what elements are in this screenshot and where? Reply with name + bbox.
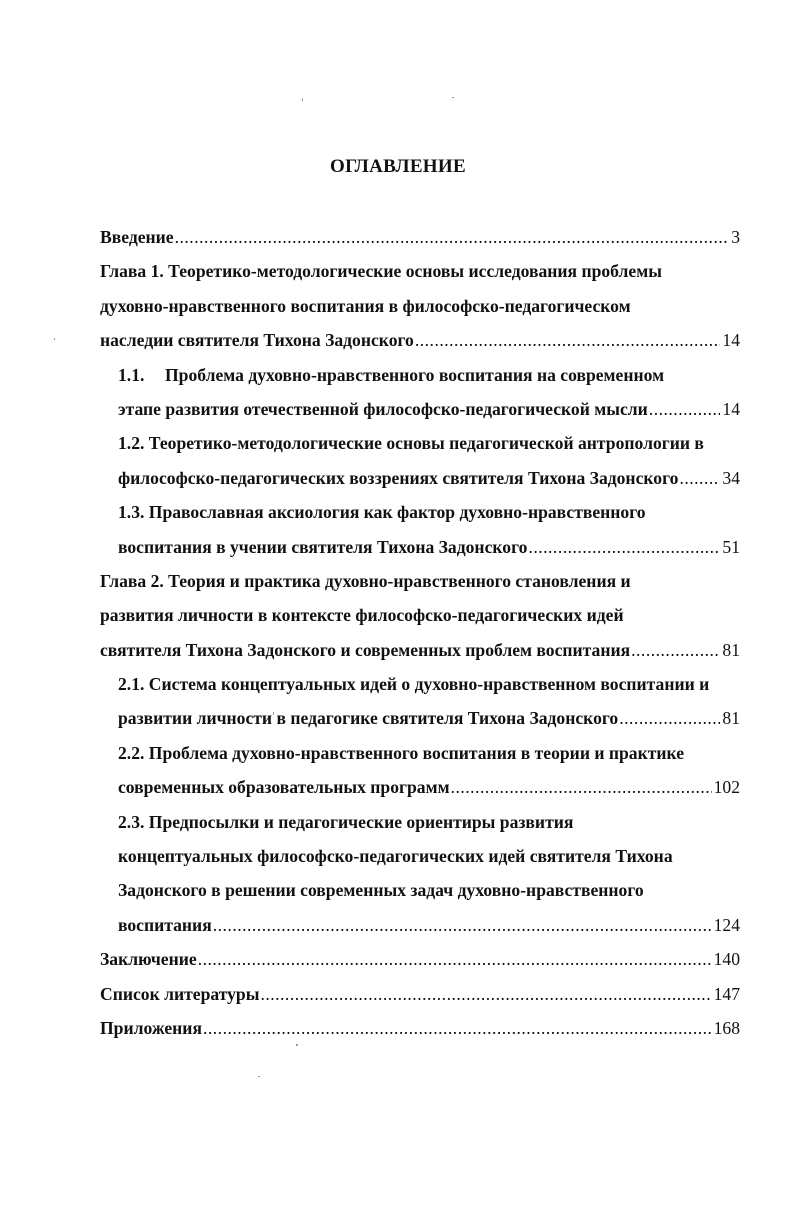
toc-page-number: 14 <box>722 398 740 419</box>
table-of-contents <box>100 224 740 1049</box>
toc-entry-text: Приложения <box>100 1017 202 1038</box>
page-title: ОГЛАВЛЕНИЕ <box>330 156 466 177</box>
toc-line: 1.2. Теоретико-методологические основы педагогической антропологии в <box>118 433 704 454</box>
toc-entry-conclusion[interactable] <box>100 946 740 980</box>
toc-entry-text: философско-педагогических воззрениях святителя Тихона Задонского <box>118 467 679 488</box>
toc-leader-dots <box>451 774 712 800</box>
toc-entry-text: этапе развития отечественной философско-педагогической мысли <box>118 398 648 419</box>
toc-line <box>100 637 740 671</box>
toc-page-number: 3 <box>731 227 740 247</box>
toc-page-number: 81 <box>722 708 740 729</box>
toc-leader-dots <box>679 465 720 491</box>
toc-entry-text: наследии святителя Тихона Задонского <box>100 330 414 351</box>
toc-entry-section-2-3[interactable] <box>100 809 740 947</box>
toc-page-number: 168 <box>713 1017 740 1038</box>
toc-entry-appendices[interactable] <box>100 1015 740 1049</box>
toc-line: Глава 1. Теоретико-методологические основы исследования проблемы <box>100 261 662 282</box>
toc-entry-text: святителя Тихона Задонского и современных проблем воспитания <box>100 639 631 660</box>
toc-line <box>100 1015 740 1049</box>
toc-line <box>100 912 740 946</box>
toc-entry-section-1-2[interactable] <box>100 430 740 499</box>
toc-line <box>100 465 740 499</box>
toc-entry-chapter-1[interactable] <box>100 258 740 361</box>
toc-entry-section-1-1[interactable] <box>100 362 740 431</box>
toc-entry-text: воспитания в учении святителя Тихона Задонского <box>118 536 528 557</box>
toc-line <box>100 327 740 361</box>
toc-leader-dots <box>528 534 720 560</box>
toc-line <box>100 774 740 808</box>
toc-leader-dots <box>415 327 721 353</box>
toc-page-number: 147 <box>713 983 740 1004</box>
toc-entry-text: воспитания <box>118 914 212 935</box>
toc-page-number: 102 <box>713 777 740 798</box>
toc-line: 2.1. Система концептуальных идей о духовно-нравственном воспитании и <box>118 674 710 695</box>
toc-line: Задонского в решении современных задач духовно-нравственного <box>118 880 644 901</box>
toc-leader-dots <box>203 1015 712 1041</box>
toc-line: духовно-нравственного воспитания в философско-педагогическом <box>100 295 631 316</box>
toc-line: 2.2. Проблема духовно-нравственного воспитания в теории и практике <box>118 742 685 763</box>
scan-speck <box>452 97 454 98</box>
toc-leader-dots <box>198 946 712 972</box>
toc-leader-dots <box>649 396 721 422</box>
toc-line <box>100 946 740 980</box>
toc-page-number: 14 <box>722 330 740 351</box>
toc-line <box>100 396 740 430</box>
toc-leader-dots <box>175 224 730 250</box>
toc-entry-section-2-1[interactable] <box>100 671 740 740</box>
toc-line <box>100 224 740 258</box>
toc-entry-text: современных образовательных программ <box>118 777 450 798</box>
toc-entry-text: Заключение <box>100 949 197 970</box>
toc-page-number: 140 <box>713 949 740 970</box>
toc-line <box>100 362 740 396</box>
scan-speck <box>54 338 55 340</box>
toc-entry-text: Проблема духовно-нравственного воспитания на современном <box>165 364 665 385</box>
toc-entry-section-1-3[interactable] <box>100 499 740 568</box>
toc-page-number: 34 <box>722 467 740 488</box>
toc-entry-text: развитии личности в педагогике святителя Тихона Задонского <box>118 708 619 729</box>
toc-line: 2.3. Предпосылки и педагогические ориентиры развития <box>118 811 574 832</box>
toc-page-number: 51 <box>722 536 740 557</box>
toc-line <box>100 981 740 1015</box>
toc-line: концептуальных философско-педагогических идей святителя Тихона <box>118 846 673 867</box>
toc-page-number: 124 <box>713 914 740 935</box>
toc-line: развития личности в контексте философско-педагогических идей <box>100 605 624 626</box>
toc-leader-dots <box>213 912 712 938</box>
toc-leader-dots <box>631 637 720 663</box>
toc-entry-text: Список литературы <box>100 983 260 1004</box>
toc-entry-section-2-2[interactable] <box>100 740 740 809</box>
toc-entry-text: Введение <box>100 227 174 247</box>
toc-entry-introduction[interactable] <box>100 224 740 258</box>
toc-entry-bibliography[interactable] <box>100 981 740 1015</box>
toc-line <box>100 705 740 739</box>
toc-page-number: 81 <box>722 639 740 660</box>
toc-section-number: 1.1. <box>118 364 145 385</box>
toc-line: 1.3. Православная аксиология как фактор духовно-нравственного <box>118 502 646 523</box>
toc-line: Глава 2. Теория и практика духовно-нравственного становления и <box>100 570 631 591</box>
toc-leader-dots <box>619 705 720 731</box>
scan-speck <box>302 98 303 101</box>
toc-leader-dots <box>260 981 711 1007</box>
scan-speck <box>258 1076 260 1077</box>
toc-line <box>100 534 740 568</box>
toc-entry-chapter-2[interactable] <box>100 568 740 671</box>
